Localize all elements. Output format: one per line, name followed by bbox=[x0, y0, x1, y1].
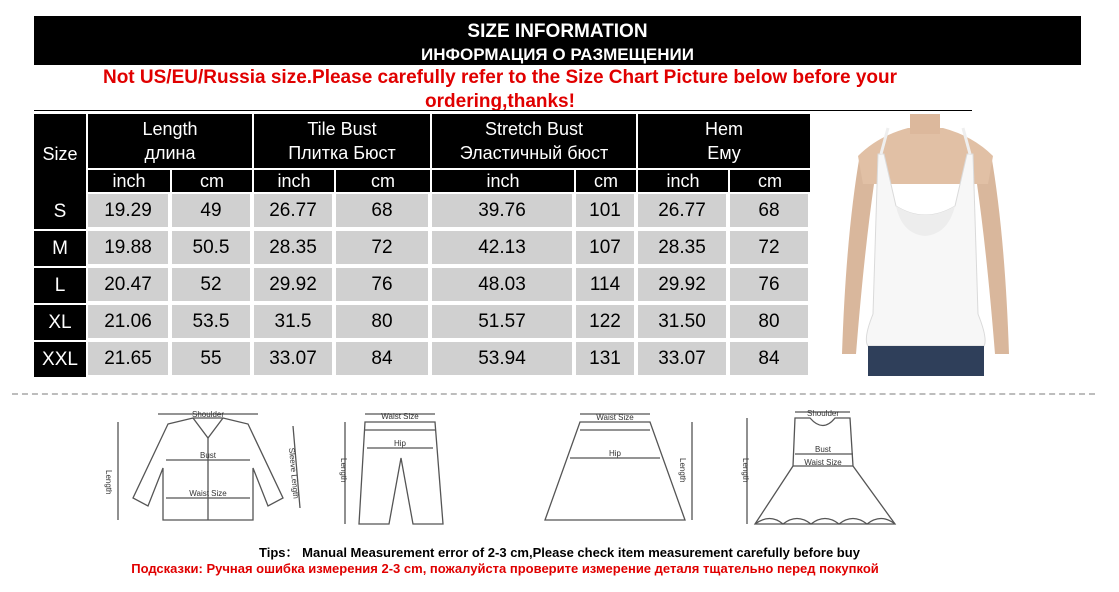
size-notice: Not US/EU/Russia size.Please carefully refer to the Size Chart Picture below before your ordering,thanks! bbox=[102, 67, 898, 112]
tile-bust-inch: 28.35 bbox=[254, 231, 336, 268]
table-row bbox=[34, 194, 812, 231]
skirt-measurement-diagram bbox=[540, 408, 700, 530]
length-cm: 49 bbox=[172, 194, 254, 231]
tile-bust-inch: 29.92 bbox=[254, 268, 336, 305]
size-label: XXL bbox=[34, 342, 88, 379]
size-column-header: Size bbox=[34, 114, 88, 194]
title-english: SIZE INFORMATION bbox=[467, 21, 648, 42]
table-row bbox=[34, 342, 812, 379]
tile-bust-cm: 68 bbox=[336, 194, 432, 231]
tile-bust-cm: 84 bbox=[336, 342, 432, 379]
group-header-hem: Hem Ему bbox=[638, 114, 812, 170]
title-banner bbox=[34, 16, 1081, 65]
length-inch: 20.47 bbox=[88, 268, 172, 305]
shirt-bust-label: Bust bbox=[199, 451, 217, 460]
unit-inch: inch bbox=[638, 170, 730, 194]
unit-inch: inch bbox=[88, 170, 172, 194]
length-cm: 52 bbox=[172, 268, 254, 305]
size-label: S bbox=[34, 194, 88, 231]
group-header-stretch-bust: Stretch Bust Эластичный бюст bbox=[432, 114, 638, 170]
size-label: M bbox=[34, 231, 88, 268]
tile-bust-inch: 31.5 bbox=[254, 305, 336, 342]
size-chart-table bbox=[34, 114, 812, 379]
length-inch: 21.06 bbox=[88, 305, 172, 342]
hem-inch: 28.35 bbox=[638, 231, 730, 268]
length-inch: 19.88 bbox=[88, 231, 172, 268]
stretch-bust-inch: 51.57 bbox=[432, 305, 576, 342]
skirt-waist-label: Waist Size bbox=[596, 413, 634, 422]
tile-bust-cm: 72 bbox=[336, 231, 432, 268]
stretch-bust-inch: 39.76 bbox=[432, 194, 576, 231]
shirt-length-label: Length bbox=[104, 470, 113, 495]
hem-cm: 84 bbox=[730, 342, 812, 379]
length-cm: 50.5 bbox=[172, 231, 254, 268]
unit-inch: inch bbox=[254, 170, 336, 194]
tile-bust-cm: 76 bbox=[336, 268, 432, 305]
hem-inch: 26.77 bbox=[638, 194, 730, 231]
length-inch: 21.65 bbox=[88, 342, 172, 379]
dress-length-label: Length bbox=[741, 458, 750, 483]
length-cm: 55 bbox=[172, 342, 254, 379]
unit-cm: cm bbox=[336, 170, 432, 194]
pants-waist-label: Waist Size bbox=[381, 412, 419, 421]
hem-cm: 80 bbox=[730, 305, 812, 342]
hem-cm: 68 bbox=[730, 194, 812, 231]
table-row bbox=[34, 231, 812, 268]
model-photo bbox=[838, 114, 1013, 376]
stretch-bust-cm: 131 bbox=[576, 342, 638, 379]
skirt-length-label: Length bbox=[678, 458, 687, 483]
group-header-length: Length длина bbox=[88, 114, 254, 170]
dress-measurement-diagram bbox=[735, 408, 910, 530]
hem-cm: 72 bbox=[730, 231, 812, 268]
dress-shoulder-label: Shoulder bbox=[806, 409, 840, 418]
hem-cm: 76 bbox=[730, 268, 812, 305]
hem-inch: 31.50 bbox=[638, 305, 730, 342]
stretch-bust-cm: 107 bbox=[576, 231, 638, 268]
tile-bust-cm: 80 bbox=[336, 305, 432, 342]
dress-bust-label: Bust bbox=[814, 445, 832, 454]
unit-cm: cm bbox=[576, 170, 638, 194]
shirt-shoulder-label: Shoulder bbox=[191, 410, 225, 419]
table-row bbox=[34, 305, 812, 342]
dress-waist-label: Waist Size bbox=[804, 458, 842, 467]
pants-measurement-diagram bbox=[335, 408, 455, 530]
skirt-hip-label: Hip bbox=[608, 449, 622, 458]
dashed-separator bbox=[12, 393, 1095, 395]
size-label: L bbox=[34, 268, 88, 305]
size-label: XL bbox=[34, 305, 88, 342]
unit-inch: inch bbox=[432, 170, 576, 194]
length-inch: 19.29 bbox=[88, 194, 172, 231]
shirt-sleeve-label: Sleeve Length bbox=[287, 447, 301, 500]
stretch-bust-cm: 122 bbox=[576, 305, 638, 342]
shirt-measurement-diagram bbox=[104, 408, 308, 530]
tips-english: Tips： Manual Measurement error of 2-3 cm,Please check item measurement carefully before buy bbox=[259, 545, 860, 560]
hem-inch: 33.07 bbox=[638, 342, 730, 379]
title-russian: ИНФОРМАЦИЯ О РАЗМЕЩЕНИИ bbox=[421, 45, 694, 64]
stretch-bust-inch: 48.03 bbox=[432, 268, 576, 305]
pants-length-label: Length bbox=[339, 458, 348, 483]
group-header-tile-bust: Tile Bust Плитка Бюст bbox=[254, 114, 432, 170]
stretch-bust-cm: 114 bbox=[576, 268, 638, 305]
tile-bust-inch: 33.07 bbox=[254, 342, 336, 379]
table-row bbox=[34, 268, 812, 305]
unit-cm: cm bbox=[172, 170, 254, 194]
pants-hip-label: Hip bbox=[393, 439, 407, 448]
stretch-bust-cm: 101 bbox=[576, 194, 638, 231]
divider-line bbox=[34, 110, 972, 111]
stretch-bust-inch: 53.94 bbox=[432, 342, 576, 379]
stretch-bust-inch: 42.13 bbox=[432, 231, 576, 268]
hem-inch: 29.92 bbox=[638, 268, 730, 305]
shirt-waist-label: Waist Size bbox=[189, 489, 227, 498]
unit-cm: cm bbox=[730, 170, 812, 194]
length-cm: 53.5 bbox=[172, 305, 254, 342]
tips-russian: Подсказки: Ручная ошибка измерения 2-3 cm, пожалуйста проверите измерение деталя тщательно перед покупкой bbox=[131, 561, 879, 576]
tile-bust-inch: 26.77 bbox=[254, 194, 336, 231]
